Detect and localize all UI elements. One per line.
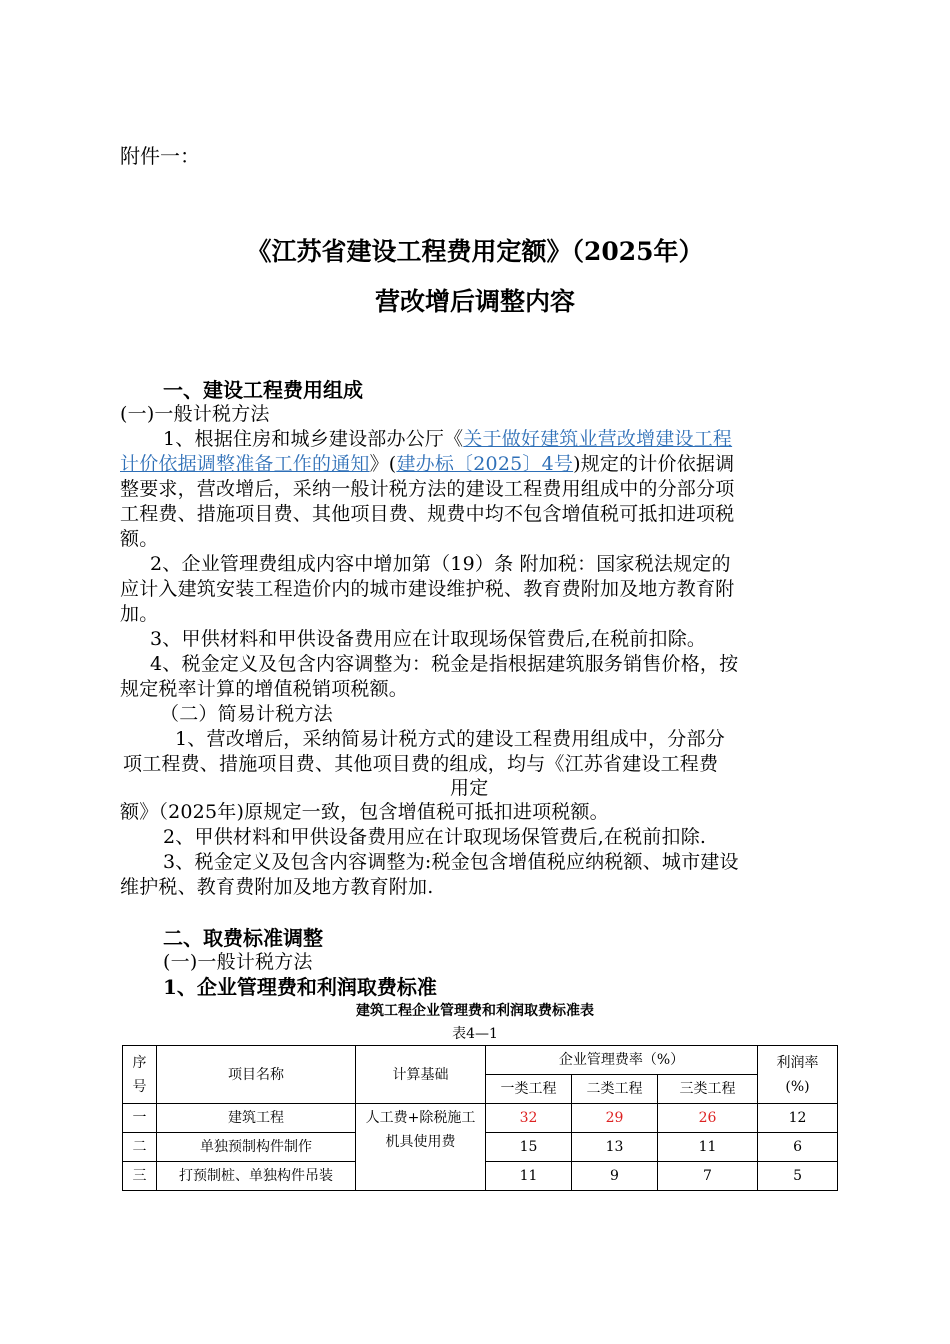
header-base: 计算基础 bbox=[356, 1046, 486, 1104]
s2-item1-line2: 项工程费、措施项目费、其他项目费的组成，均与《江苏省建设工程费 bbox=[123, 753, 719, 775]
notice-link[interactable]: 关于做好建筑业营改增建设工程 bbox=[463, 428, 733, 450]
header-class3: 三类工程 bbox=[658, 1075, 758, 1104]
row-seq: 二 bbox=[123, 1133, 157, 1162]
header-mgmt-rate: 企业管理费率（%） bbox=[486, 1046, 758, 1075]
section2-sub1-item1: 1、企业管理费和利润取费标准 bbox=[163, 975, 437, 999]
header-profit-rate-line2: (%) bbox=[785, 1078, 810, 1095]
doc-number-link[interactable]: 建办标〔2025〕4号 bbox=[396, 453, 574, 475]
document-subtitle: 营改增后调整内容 bbox=[374, 287, 575, 316]
s1-item1-line5: 额。 bbox=[120, 528, 159, 550]
row-name: 单独预制构件制作 bbox=[157, 1133, 356, 1162]
s1-item4-line2: 规定税率计算的增值税销项税额。 bbox=[120, 678, 409, 700]
row-class3-rate: 11 bbox=[658, 1133, 758, 1162]
row-class2-rate: 29 bbox=[572, 1104, 658, 1133]
s2-item1-line4: 额》（2025年)原规定一致，包含增值税可抵扣进项税额。 bbox=[120, 801, 609, 823]
header-profit-rate-line1: 利润率 bbox=[776, 1054, 819, 1071]
row-profit: 6 bbox=[758, 1133, 838, 1162]
table-number: 表4—1 bbox=[452, 1026, 498, 1042]
notice-link-cont[interactable]: 计价依据调整准备工作的通知 bbox=[120, 453, 370, 475]
s2-item1-line1: 1、营改增后，采纳简易计税方式的建设工程费用组成中，分部分 bbox=[175, 728, 725, 750]
row-class2-rate: 9 bbox=[572, 1162, 658, 1191]
s2-item3-line2: 维护税、教育费附加及地方教育附加. bbox=[120, 876, 434, 898]
header-profit-rate bbox=[758, 1046, 838, 1104]
section2-sub1: (一)一般计税方法 bbox=[163, 951, 313, 973]
fee-table bbox=[122, 1045, 838, 1191]
row-class1-rate: 11 bbox=[486, 1162, 572, 1191]
header-name: 项目名称 bbox=[157, 1046, 356, 1104]
row-name: 建筑工程 bbox=[157, 1104, 356, 1133]
row-class1-rate: 32 bbox=[486, 1104, 572, 1133]
s1-item4-line1: 4、税金定义及包含内容调整为：税金是指根据建筑服务销售价格，按 bbox=[150, 653, 739, 675]
section1-sub1-heading: (一)一般计税方法 bbox=[120, 403, 270, 425]
base-value: 人工费+除税施工机具使用费 bbox=[356, 1104, 486, 1191]
s1-item2-line1: 2、企业管理费组成内容中增加第（19）条 附加税：国家税法规定的 bbox=[150, 553, 731, 575]
header-seq: 序号 bbox=[123, 1046, 157, 1104]
row-profit: 12 bbox=[758, 1104, 838, 1133]
header-class1: 一类工程 bbox=[486, 1075, 572, 1104]
table-caption: 建筑工程企业管理费和利润取费标准表 bbox=[356, 1003, 594, 1019]
row-class3-rate: 26 bbox=[658, 1104, 758, 1133]
section2-heading: 二、取费标准调整 bbox=[163, 926, 323, 950]
s1-item1-pre: 1、根据住房和城乡建设部办公厅《 bbox=[163, 428, 464, 450]
header-class2: 二类工程 bbox=[572, 1075, 658, 1104]
document-title: 《江苏省建设工程费用定额》（2025年） bbox=[246, 237, 704, 266]
s1-item1-mid: 》( bbox=[369, 453, 397, 475]
s1-item2-line2: 应计入建筑安装工程造价内的城市建设维护税、教育费附加及地方教育附 bbox=[120, 578, 735, 600]
section1-heading: 一、建设工程费用组成 bbox=[163, 378, 363, 402]
s2-item3-line1: 3、税金定义及包含内容调整为:税金包含增值税应纳税额、城市建设 bbox=[163, 851, 739, 873]
row-class3-rate: 7 bbox=[658, 1162, 758, 1191]
row-class1-rate: 15 bbox=[486, 1133, 572, 1162]
s1-item1-post: )规定的计价依据调 bbox=[573, 453, 735, 475]
s2-item2: 2、甲供材料和甲供设备费用应在计取现场保管费后,在税前扣除. bbox=[163, 826, 707, 848]
s1-item3: 3、甲供材料和甲供设备费用应在计取现场保管费后,在税前扣除。 bbox=[150, 628, 707, 650]
row-name: 打预制桩、单独构件吊装 bbox=[157, 1162, 356, 1191]
s1-item1-line2 bbox=[120, 449, 734, 476]
s1-item1-line4: 工程费、措施项目费、其他项目费、规费中均不包含增值税可抵扣进项税 bbox=[120, 503, 735, 525]
s1-item1-line1 bbox=[163, 424, 732, 451]
attachment-label: 附件一： bbox=[120, 144, 200, 168]
row-seq: 三 bbox=[123, 1162, 157, 1191]
table-row bbox=[123, 1104, 838, 1133]
row-profit: 5 bbox=[758, 1162, 838, 1191]
row-class2-rate: 13 bbox=[572, 1133, 658, 1162]
row-seq: 一 bbox=[123, 1104, 157, 1133]
section1-sub2-heading: （二）简易计税方法 bbox=[160, 703, 333, 725]
s2-item1-line3: 用定 bbox=[450, 777, 489, 799]
s1-item1-line3: 整要求，营改增后，采纳一般计税方法的建设工程费用组成中的分部分项 bbox=[120, 478, 735, 500]
s1-item2-line3: 加。 bbox=[120, 603, 159, 625]
